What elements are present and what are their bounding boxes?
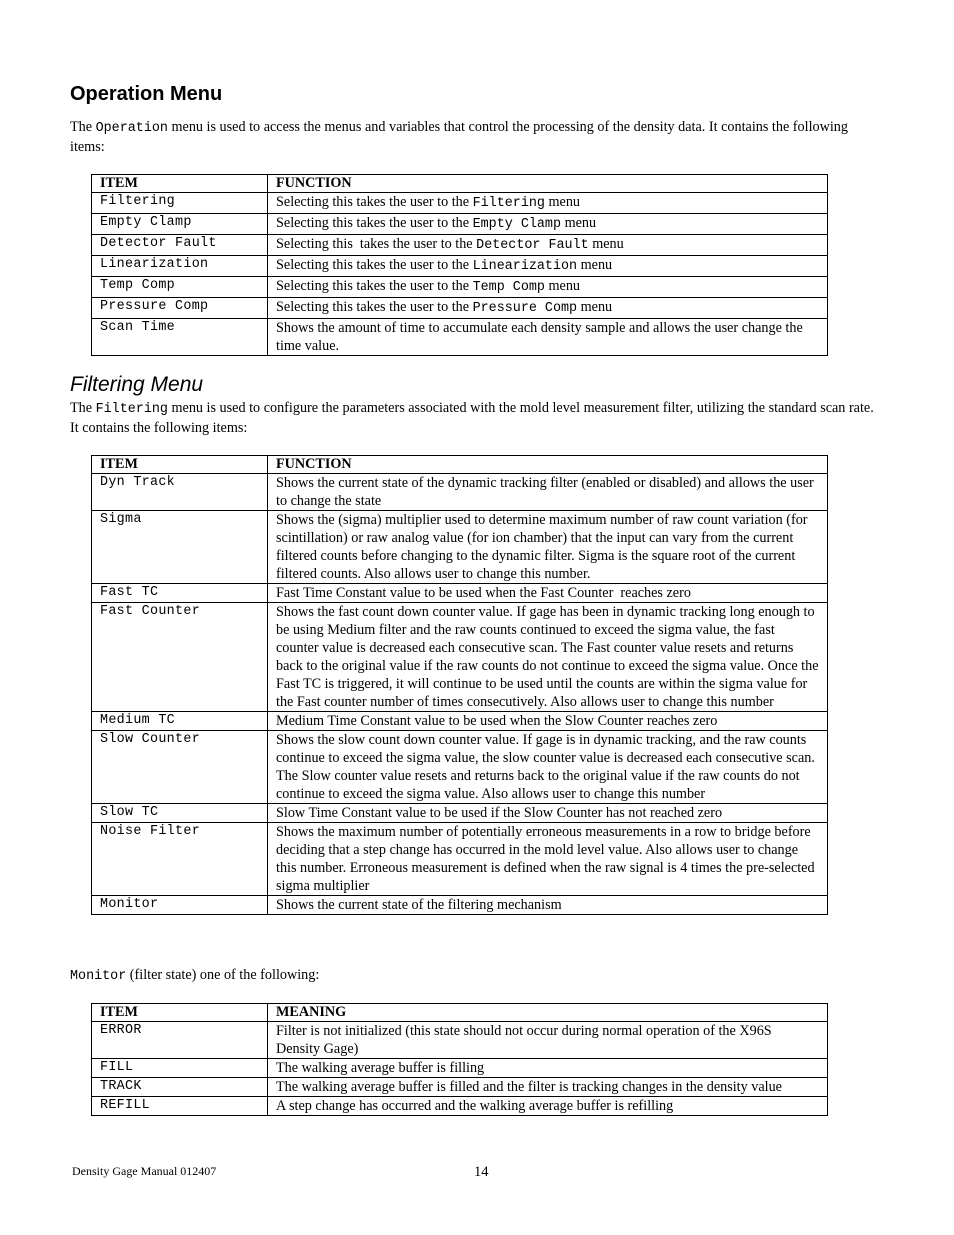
header-item: ITEM	[92, 175, 268, 193]
function-cell: Selecting this takes the user to the Temp Comp menu	[268, 277, 828, 298]
table-row	[92, 804, 828, 823]
item-dyn-track: Dyn Track	[92, 474, 268, 511]
header-function: FUNCTION	[268, 456, 828, 474]
item-sigma: Sigma	[92, 511, 268, 584]
table-row	[92, 277, 828, 298]
meaning-cell: The walking average buffer is filled and the filter is tracking changes in the density value	[268, 1078, 828, 1097]
item-temp-comp: Temp Comp	[92, 277, 268, 298]
filtering-intro: The Filtering menu is used to configure the parameters associated with the mold level measurement filter, utilizing the standard scan rate. It contains the following items:	[70, 400, 874, 436]
table-row	[92, 584, 828, 603]
table-row	[92, 1059, 828, 1078]
function-cell: Fast Time Constant value to be used when the Fast Counter reaches zero	[268, 584, 828, 603]
table-header-row	[92, 1004, 828, 1022]
page-number: 14	[474, 1164, 489, 1180]
item-noise-filter: Noise Filter	[92, 823, 268, 896]
monitor-intro: Monitor (filter state) one of the following:	[70, 967, 320, 984]
function-cell: Shows the amount of time to accumulate each density sample and allows the user change the time value.	[268, 319, 828, 356]
item-detector-fault: Detector Fault	[92, 235, 268, 256]
item-linearization: Linearization	[92, 256, 268, 277]
function-cell: Selecting this takes the user to the Filtering menu	[268, 193, 828, 214]
table-row	[92, 603, 828, 712]
item-slow-tc: Slow TC	[92, 804, 268, 823]
table-row	[92, 712, 828, 731]
table-row	[92, 511, 828, 584]
item-medium-tc: Medium TC	[92, 712, 268, 731]
item-slow-counter: Slow Counter	[92, 731, 268, 804]
table-row	[92, 1022, 828, 1059]
table-row	[92, 823, 828, 896]
header-item: ITEM	[92, 456, 268, 474]
table-header-row	[92, 456, 828, 474]
meaning-cell: A step change has occurred and the walking average buffer is refilling	[268, 1097, 828, 1116]
state-fill: FILL	[92, 1059, 268, 1078]
meaning-cell: Filter is not initialized (this state should not occur during normal operation of the X96S Density Gage)	[268, 1022, 828, 1059]
table-row	[92, 298, 828, 319]
filtering-menu-heading: Filtering Menu	[70, 373, 204, 396]
function-cell: Selecting this takes the user to the Linearization menu	[268, 256, 828, 277]
state-track: TRACK	[92, 1078, 268, 1097]
table-row	[92, 235, 828, 256]
item-fast-counter: Fast Counter	[92, 603, 268, 712]
table-row	[92, 1078, 828, 1097]
table-row	[92, 1097, 828, 1116]
item-scan-time: Scan Time	[92, 319, 268, 356]
function-cell: Selecting this takes the user to the Empty Clamp menu	[268, 214, 828, 235]
item-pressure-comp: Pressure Comp	[92, 298, 268, 319]
state-refill: REFILL	[92, 1097, 268, 1116]
table-row	[92, 896, 828, 915]
table-row	[92, 256, 828, 277]
table-row	[92, 193, 828, 214]
table-row	[92, 731, 828, 804]
filtering-table	[91, 455, 828, 915]
monitor-table	[91, 1003, 828, 1116]
item-filtering: Filtering	[92, 193, 268, 214]
table-header-row	[92, 175, 828, 193]
header-item: ITEM	[92, 1004, 268, 1022]
table-row	[92, 474, 828, 511]
function-cell: Shows the slow count down counter value. If gage is in dynamic tracking, and the raw counts continue to exceed the sigma value, the slow counter value is decreased each consecutive scan. The Slow counter value resets and returns back to the original value if the raw counts do not continue to exceed the sigma value. Also allows user to change this number	[268, 731, 828, 804]
table-row	[92, 214, 828, 235]
item-monitor: Monitor	[92, 896, 268, 915]
table-row	[92, 319, 828, 356]
item-fast-tc: Fast TC	[92, 584, 268, 603]
function-cell: Shows the fast count down counter value. If gage has been in dynamic tracking long enough to be using Medium filter and the raw counts continued to exceed the sigma value, the fast counter value is decreased each consecutive scan. The Fast counter value resets and returns back to the original value if the raw counts do not continue to exceed the sigma value. Once the Fast TC is triggered, it will continue to be used until the counts are within the sigma value for the Fast counter number of times consecutively. Also allows user to change this number	[268, 603, 828, 712]
state-error: ERROR	[92, 1022, 268, 1059]
function-cell: Shows the current state of the dynamic tracking filter (enabled or disabled) and allows the user to change the state	[268, 474, 828, 511]
function-cell: Shows the maximum number of potentially erroneous measurements in a row to bridge before deciding that a step change has occurred in the mold level value. Also allows user to change this number. Erroneous measurement is defined when the raw signal is 4 times the pre-selected sigma multiplier	[268, 823, 828, 896]
operation-menu-heading: Operation Menu	[70, 83, 223, 105]
meaning-cell: The walking average buffer is filling	[268, 1059, 828, 1078]
item-empty-clamp: Empty Clamp	[92, 214, 268, 235]
header-function: FUNCTION	[268, 175, 828, 193]
header-meaning: MEANING	[268, 1004, 828, 1022]
function-cell: Selecting this takes the user to the Detector Fault menu	[268, 235, 828, 256]
function-cell: Shows the current state of the filtering mechanism	[268, 896, 828, 915]
operation-intro: The Operation menu is used to access the menus and variables that control the processing of the density data. It contains the following items:	[70, 119, 848, 155]
function-cell: Slow Time Constant value to be used if the Slow Counter has not reached zero	[268, 804, 828, 823]
function-cell: Shows the (sigma) multiplier used to determine maximum number of raw count variation (for scintillation) or raw analog value (for ion chamber) that the input can vary from the current filtered counts before changing to the dynamic filter. Sigma is the square root of the current filtered counts. Also allows user to change this number.	[268, 511, 828, 584]
operation-table	[91, 174, 828, 356]
footer-document-title: Density Gage Manual 012407	[72, 1164, 217, 1178]
function-cell: Selecting this takes the user to the Pressure Comp menu	[268, 298, 828, 319]
function-cell: Medium Time Constant value to be used when the Slow Counter reaches zero	[268, 712, 828, 731]
